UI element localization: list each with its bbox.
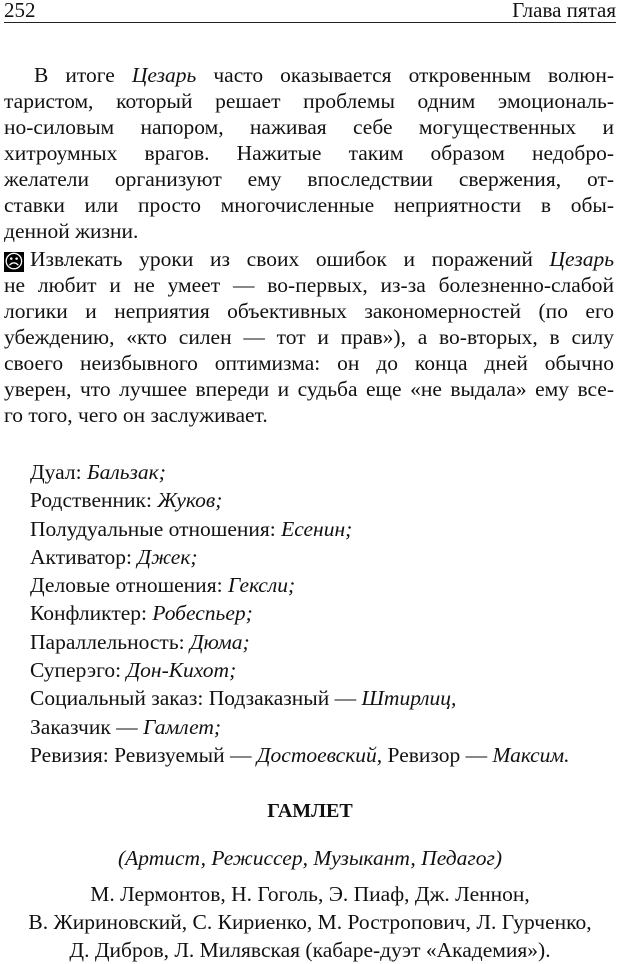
italic-term: Дон-Кихот;: [126, 658, 237, 683]
people-line: М. Лермонтов, Н. Гоголь, Э. Пиаф, Дж. Леннон,: [90, 882, 530, 906]
relation-item: Социальный заказ: Подзаказный — Штирлиц,: [30, 686, 457, 711]
text-line: го того, чего он заслуживает.: [4, 403, 268, 427]
text-line: но-силовым напором, наживая себе могущественных и: [4, 115, 614, 139]
sad-face-icon: ☹: [4, 251, 24, 273]
relation-item: Родственник: Жуков;: [30, 488, 223, 513]
paragraph-lessons: [4, 246, 614, 428]
text-line: ☹ Извлекать уроки из своих ошибок и поражений Цезарь: [4, 247, 614, 273]
text-line: денной жизни.: [4, 219, 139, 243]
section-title: ГАМЛЕТ: [267, 800, 353, 822]
text-line: убеждению, «кто силен — тот и прав»), а во-вторых, в силу: [4, 325, 614, 349]
text-line: не любит и не умеет — во-первых, из-за болезненно-слабой: [4, 273, 614, 297]
italic-term: Бальзак;: [86, 460, 166, 484]
italic-term: Джек;: [137, 544, 198, 569]
text-line: таристом, который решает проблемы одним эмоциональ-: [4, 89, 614, 113]
italic-term: Жуков;: [157, 488, 223, 513]
italic-term: Максим.: [492, 742, 570, 767]
page-header: [4, 0, 616, 23]
italic-term: Цезарь: [131, 63, 197, 87]
relation-item: Заказчик — Гамлет;: [30, 714, 222, 739]
people-line: В. Жириновский, С. Кириенко, М. Ростропович, Л. Гурченко,: [28, 910, 592, 934]
relation-item: Параллельность: Дюма;: [30, 629, 250, 654]
text-line: В итоге Цезарь часто оказывается откровенным волюн-: [34, 63, 614, 87]
italic-term: Гексли;: [227, 573, 296, 598]
text-line: ставки или просто многочисленные неприятности в обы-: [4, 193, 614, 217]
chapter-title: Глава пятая: [512, 0, 616, 22]
italic-term: Гамлет;: [143, 714, 222, 739]
text-line: хитроумных врагов. Нажитые таким образом недобро-: [4, 141, 614, 165]
text-line: уверен, что лучшее впереди и судьба еще «не выдала» ему все-: [4, 377, 614, 401]
italic-term: Достоевский,: [256, 742, 383, 767]
relation-item: Ревизия: Ревизуемый — Достоевский, Ревизор — Максим.: [30, 742, 570, 767]
intertype-relations-list: [30, 458, 615, 769]
relation-item: Деловые отношения: Гексли;: [30, 573, 296, 598]
relation-item: Полудуальные отношения: Есенин;: [30, 516, 353, 541]
people-line: Д. Дибров, Л. Милявская (кабаре-дуэт «Академия»).: [69, 938, 551, 962]
paragraph-summary: [4, 62, 614, 244]
italic-term: Есенин;: [281, 516, 353, 541]
relation-item: Активатор: Джек;: [30, 544, 198, 569]
relation-item: Суперэго: Дон-Кихот;: [30, 658, 237, 683]
italic-term: Дюма;: [189, 629, 250, 654]
section-subtitle: (Артист, Режиссер, Музыкант, Педагог): [117, 846, 503, 870]
famous-people-list: [0, 880, 620, 964]
page-number: 252: [4, 0, 36, 22]
italic-term: Робеспьер;: [152, 601, 253, 626]
text-line: желатели организуют ему впоследствии свержения, от-: [4, 167, 614, 191]
text-line: своего неизбывного оптимизма: он до конца дней обычно: [4, 351, 614, 375]
relation-item: Конфликтер: Робеспьер;: [30, 601, 253, 626]
relation-item: Дуал: Бальзак;: [30, 460, 166, 484]
italic-term: Цезарь: [549, 247, 614, 271]
italic-term: Штирлиц,: [361, 686, 457, 711]
text-line: логики и неприятия объективных закономерностей (по его: [4, 299, 614, 323]
